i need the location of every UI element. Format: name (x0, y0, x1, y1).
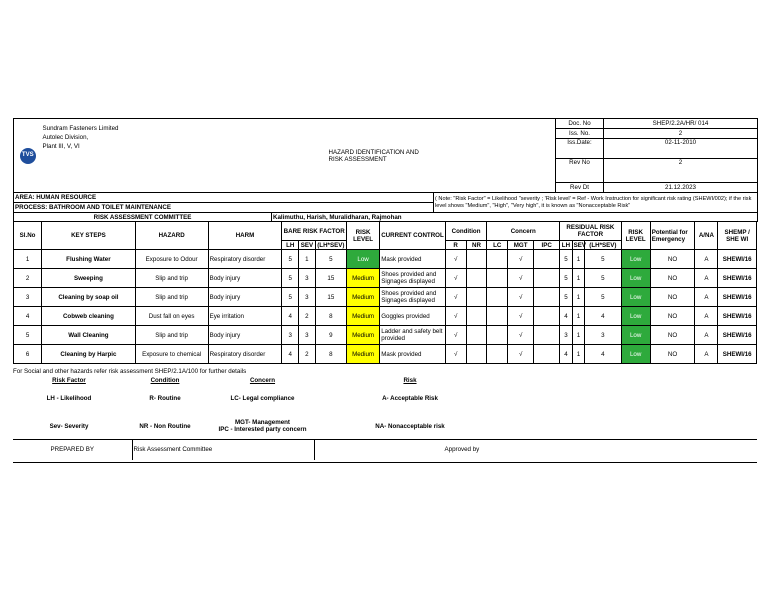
col-potential-emergency: Potential for Emergency (650, 222, 695, 250)
company-logo: TVS (20, 148, 36, 164)
row-key-step: Flushing Water (42, 250, 136, 269)
footer-note: For Social and other hazards refer risk assessment SHEP/2.1A/100 for further details (13, 368, 247, 375)
rev-dt-label: Rev Dt (556, 183, 604, 193)
row-shemp: SHEWI/16 (718, 288, 757, 307)
row-harm: Eye irritation (208, 307, 282, 326)
col-nr: NR (466, 241, 487, 250)
row-factor: 8 (315, 345, 346, 364)
table-row (14, 345, 757, 364)
row-sev: 3 (299, 326, 316, 345)
row-harm: Respiratory disorder (208, 250, 282, 269)
row-ana: A (695, 307, 718, 326)
row-shemp: SHEWI/16 (718, 345, 757, 364)
row-ana: A (695, 250, 718, 269)
row-nr (466, 326, 487, 345)
row-harm: Body injury (208, 326, 282, 345)
iss-no-value: 2 (604, 129, 758, 139)
row-residual-risk-level: Low (621, 307, 650, 326)
row-lc (487, 269, 508, 288)
row-lh: 4 (282, 307, 299, 326)
legend-nonacceptable: NA- Nonacceptable risk (375, 422, 445, 430)
row-ana: A (695, 326, 718, 345)
row-potential-emergency: NO (650, 288, 695, 307)
legend-non-routine: NR - Non Routine (139, 422, 191, 430)
approved-by-label: Approved by (314, 440, 757, 460)
row-residual-factor: 5 (585, 250, 621, 269)
col-condition: Condition (445, 222, 487, 241)
col-ana: A/NA (695, 222, 718, 250)
row-hazard: Exposure to Odour (135, 250, 208, 269)
col-lh: LH (282, 241, 299, 250)
legend-routine: R- Routine (149, 395, 181, 402)
row-residual-risk-level: Low (621, 288, 650, 307)
iss-no-label: Iss. No. (556, 129, 604, 139)
row-current-control: Mask provided (380, 345, 446, 364)
row-hazard: Slip and trip (135, 326, 208, 345)
committee-signoff: Risk Assessment Committee (132, 440, 314, 460)
legend-mgt: MGT- Management (234, 419, 290, 426)
col-rsev: SEV (573, 241, 587, 249)
row-hazard: Exposure to chemical (135, 345, 208, 364)
row-mgt: √ (508, 307, 534, 326)
row-factor: 15 (315, 269, 346, 288)
col-harm: HARM (208, 222, 282, 250)
row-mgt: √ (508, 288, 534, 307)
row-slno: 3 (14, 288, 42, 307)
row-slno: 2 (14, 269, 42, 288)
row-potential-emergency: NO (650, 307, 695, 326)
col-sev: SEV (299, 241, 316, 250)
table-row (14, 326, 757, 345)
row-lh: 4 (282, 345, 299, 364)
row-nr (466, 288, 487, 307)
row-residual-sev: 1 (572, 269, 584, 288)
col-rlh: LH (560, 241, 572, 250)
row-residual-risk-level: Low (621, 326, 650, 345)
row-residual-lh: 5 (560, 288, 572, 307)
risk-rows (14, 250, 757, 364)
row-hazard: Slip and trip (135, 288, 208, 307)
rev-no-label: Rev No (556, 159, 604, 183)
company-plant: Plant III, V, VI (42, 143, 80, 150)
row-harm: Respiratory disorder (208, 345, 282, 364)
iss-date-label: Iss.Date: (556, 139, 604, 159)
risk-table (13, 221, 757, 364)
row-ipc (534, 288, 560, 307)
row-r: √ (445, 288, 466, 307)
row-r: √ (445, 307, 466, 326)
row-mgt: √ (508, 326, 534, 345)
row-potential-emergency: NO (650, 345, 695, 364)
row-r: √ (445, 250, 466, 269)
row-lh: 5 (282, 250, 299, 269)
row-residual-sev: 1 (572, 288, 584, 307)
col-shemp: SHEMP / SHE WI (718, 222, 757, 250)
row-ipc (534, 345, 560, 364)
row-nr (466, 307, 487, 326)
row-residual-factor: 3 (585, 326, 621, 345)
col-r: R (445, 241, 466, 250)
row-r: √ (445, 269, 466, 288)
legend-lh: LH - Likelihood (46, 395, 92, 402)
row-mgt: √ (508, 269, 534, 288)
row-residual-factor: 5 (585, 288, 621, 307)
row-residual-sev: 1 (572, 250, 584, 269)
col-bare-risk-factor: BARE RISK FACTOR (282, 222, 346, 241)
col-concern: Concern (487, 222, 560, 241)
row-hazard: Slip and trip (135, 269, 208, 288)
row-key-step: Cleaning by Harpic (42, 345, 136, 364)
col-mgt: MGT (508, 241, 534, 250)
legend-heading-risk-factor: Risk Factor (52, 376, 86, 384)
row-lh: 5 (282, 288, 299, 307)
row-residual-sev: 1 (572, 345, 584, 364)
area-label: AREA: HUMAN RESOURCE (14, 193, 434, 203)
row-ipc (534, 250, 560, 269)
row-current-control: Shoes provided and Signages displayed (380, 288, 446, 307)
row-key-step: Sweeping (42, 269, 136, 288)
row-mgt: √ (508, 345, 534, 364)
row-residual-risk-level: Low (621, 269, 650, 288)
legend-heading-condition: Condition (150, 376, 180, 384)
legend-ipc: IPC - Interested party concern (218, 426, 307, 433)
doc-title-line2: RISK ASSESSMENT (328, 155, 387, 163)
iss-date-value: 02-11-2010 (604, 139, 758, 159)
legend-acceptable: A- Acceptable Risk (382, 395, 438, 402)
row-lc (487, 307, 508, 326)
row-nr (466, 250, 487, 269)
row-factor: 9 (315, 326, 346, 345)
row-shemp: SHEWI/16 (718, 307, 757, 326)
row-hazard: Dust fall on eyes (135, 307, 208, 326)
legend-sev: Sev- Severity (49, 422, 89, 430)
row-lc (487, 288, 508, 307)
table-row (14, 288, 757, 307)
committee-members: Kalimuthu, Harish, Muralidharan, Rajmohan (272, 213, 758, 222)
signoff-block (13, 439, 757, 463)
row-residual-risk-level: Low (621, 250, 650, 269)
table-row (14, 269, 757, 288)
company-division: Autolec Division, (42, 134, 89, 141)
row-ipc (534, 326, 560, 345)
row-lh: 5 (282, 269, 299, 288)
row-lc (487, 250, 508, 269)
row-sev: 2 (299, 345, 316, 364)
row-risk-level: Medium (346, 345, 379, 364)
row-residual-lh: 3 (560, 326, 572, 345)
row-slno: 1 (14, 250, 42, 269)
row-residual-factor: 4 (585, 345, 621, 364)
doc-no-value: SHEP/2.2A/HR/ 014 (604, 119, 758, 129)
row-residual-sev: 1 (572, 307, 584, 326)
row-key-step: Wall Cleaning (42, 326, 136, 345)
row-residual-lh: 4 (560, 345, 572, 364)
row-r: √ (445, 326, 466, 345)
company-name: Sundram Fasteners Limited (42, 125, 119, 132)
col-lc: LC (487, 241, 508, 250)
row-factor: 15 (315, 288, 346, 307)
col-lhsev: (LH*SEV) (315, 241, 346, 250)
col-rlhsev: (LH*SEV) (585, 241, 621, 250)
row-mgt: √ (508, 250, 534, 269)
row-r: √ (445, 345, 466, 364)
legend-heading-risk: Risk (403, 376, 417, 384)
row-sev: 1 (299, 250, 316, 269)
row-ana: A (695, 269, 718, 288)
legend-block (13, 368, 757, 440)
row-shemp: SHEWI/16 (718, 250, 757, 269)
row-potential-emergency: NO (650, 250, 695, 269)
risk-note: ( Note: "Risk Factor" = Likelihood "severity ; 'Risk level' = Ref - Work Instruction for significant risk rating (SHEWI/002); if the risk level shows "Medium", "High", "Very high", it is known as "Nonacceptable Risk" (434, 193, 758, 213)
row-harm: Body injury (208, 269, 282, 288)
row-factor: 5 (315, 250, 346, 269)
row-lh: 3 (282, 326, 299, 345)
col-risk-level-2: RISK LEVEL (621, 222, 650, 250)
rev-dt-value: 21.12.2023 (604, 183, 758, 193)
rev-no-value: 2 (604, 159, 758, 183)
row-risk-level: Medium (346, 326, 379, 345)
col-current-control: CURRENT CONTROL (380, 222, 446, 250)
committee-label: RISK ASSESSMENT COMMITTEE (14, 213, 272, 222)
row-key-step: Cleaning by soap oil (42, 288, 136, 307)
row-current-control: Goggles provided (380, 307, 446, 326)
row-residual-factor: 4 (585, 307, 621, 326)
legend-lc: LC- Legal compliance (230, 395, 295, 402)
document-header (13, 118, 758, 193)
row-slno: 4 (14, 307, 42, 326)
doc-title-line1: HAZARD IDENTIFICATION AND (328, 148, 419, 156)
row-harm: Body injury (208, 288, 282, 307)
row-ipc (534, 307, 560, 326)
row-risk-level: Medium (346, 307, 379, 326)
process-label: PROCESS: BATHROOM AND TOILET MAINTENANCE (14, 203, 434, 213)
row-residual-lh: 4 (560, 307, 572, 326)
row-residual-factor: 5 (585, 269, 621, 288)
row-current-control: Mask provided (380, 250, 446, 269)
row-nr (466, 345, 487, 364)
row-ana: A (695, 288, 718, 307)
row-potential-emergency: NO (650, 269, 695, 288)
row-slno: 5 (14, 326, 42, 345)
area-process-block (13, 192, 758, 213)
row-sev: 2 (299, 307, 316, 326)
row-ana: A (695, 345, 718, 364)
row-shemp: SHEWI/16 (718, 269, 757, 288)
legend-heading-concern: Concern (249, 376, 276, 384)
row-sev: 3 (299, 269, 316, 288)
row-shemp: SHEWI/16 (718, 326, 757, 345)
table-row (14, 307, 757, 326)
row-risk-level: Medium (346, 269, 379, 288)
row-slno: 6 (14, 345, 42, 364)
row-risk-level: Medium (346, 288, 379, 307)
col-ipc: IPC (534, 241, 560, 250)
col-hazard: HAZARD (135, 222, 208, 250)
row-key-step: Cobweb cleaning (42, 307, 136, 326)
row-sev: 3 (299, 288, 316, 307)
row-potential-emergency: NO (650, 326, 695, 345)
row-residual-risk-level: Low (621, 345, 650, 364)
col-slno: Sl.No (14, 222, 42, 250)
row-current-control: Ladder and safety belt provided (380, 326, 446, 345)
col-residual-risk: RESIDUAL RISK FACTOR (560, 222, 621, 241)
row-factor: 8 (315, 307, 346, 326)
col-key-steps: KEY STEPS (42, 222, 136, 250)
row-lc (487, 345, 508, 364)
row-current-control: Shoes provided and Signages displayed (380, 269, 446, 288)
row-nr (466, 269, 487, 288)
row-risk-level: Low (346, 250, 379, 269)
row-lc (487, 326, 508, 345)
row-residual-lh: 5 (560, 269, 572, 288)
doc-no-label: Doc. No (556, 119, 604, 129)
table-row (14, 250, 757, 269)
row-residual-sev: 1 (572, 326, 584, 345)
risk-assessment-sheet (13, 118, 757, 463)
col-risk-level: RISK LEVEL (346, 222, 379, 250)
row-ipc (534, 269, 560, 288)
prepared-by-label: PREPARED BY (13, 440, 132, 460)
row-residual-lh: 5 (560, 250, 572, 269)
